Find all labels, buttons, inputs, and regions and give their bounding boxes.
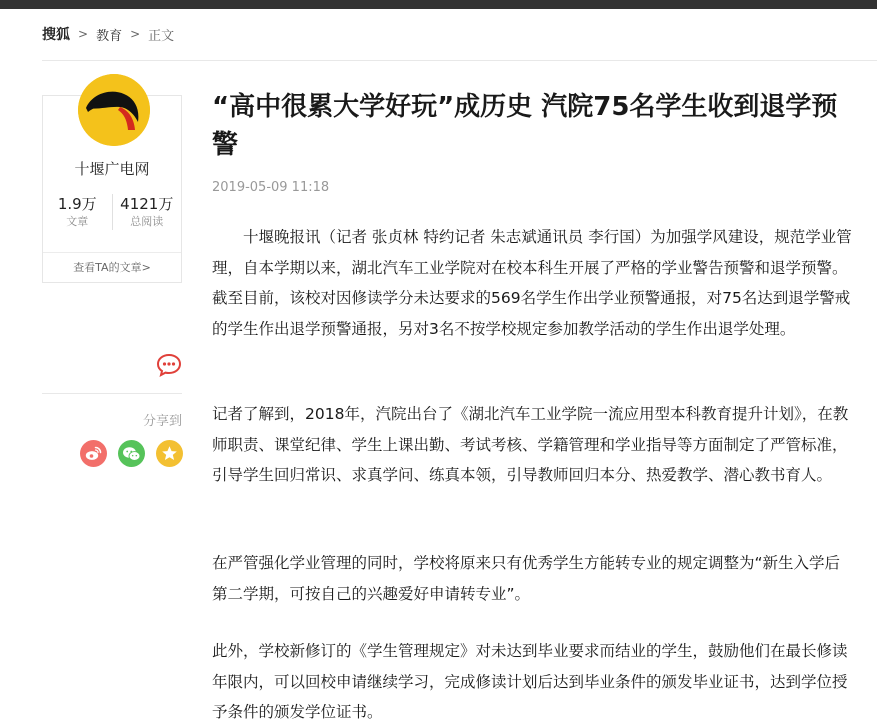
wechat-icon bbox=[122, 446, 141, 462]
reads-count: 4121万 bbox=[120, 195, 174, 213]
articles-count: 1.9万 bbox=[57, 195, 97, 213]
share-favorite-button[interactable] bbox=[156, 440, 183, 467]
author-stats bbox=[43, 194, 181, 230]
breadcrumb-current: 正文 bbox=[148, 28, 175, 44]
article-date: 2019-05-09 11:18 bbox=[212, 180, 330, 195]
breadcrumb-home-link[interactable]: 搜狐 bbox=[42, 27, 70, 43]
author-logo-icon bbox=[78, 74, 150, 146]
share-label: 分享到 bbox=[142, 414, 182, 429]
share-buttons bbox=[80, 440, 183, 467]
reads-label: 总阅读 bbox=[130, 215, 164, 228]
breadcrumb-separator: > bbox=[130, 27, 141, 41]
article-paragraph: 此外，学校新修订的《学生管理规定》对未达到毕业要求而结业的学生，鼓励他们在最长修读年限内，可以回校申请继续学习，完成修读计划后达到毕业条件的颁发毕业证书，达到学位授予条件的颁发学位证书。 bbox=[212, 642, 848, 720]
author-card bbox=[42, 95, 182, 283]
sidebar-divider bbox=[42, 393, 182, 394]
top-bar bbox=[0, 0, 877, 9]
articles-label: 文章 bbox=[66, 215, 89, 228]
star-icon bbox=[161, 445, 178, 462]
breadcrumb-category-link[interactable]: 教育 bbox=[96, 28, 123, 44]
author-name[interactable]: 十堰广电网 bbox=[74, 160, 150, 178]
breadcrumb-separator: > bbox=[78, 27, 89, 41]
breadcrumb bbox=[42, 24, 174, 44]
share-wechat-button[interactable] bbox=[118, 440, 145, 467]
weibo-icon bbox=[85, 446, 102, 461]
header-divider bbox=[42, 60, 877, 61]
article-paragraph: 十堰晚报讯（记者 张贞林 特约记者 朱志斌通讯员 李行国）为加强学风建设，规范学业管理，自本学期以来，湖北汽车工业学院对在校本科生开展了严格的学业警告预警和退学预警。截至目前，该校对因修读学分未达要求的569名学生作出学业预警通报，对75名达到退学警戒的学生作出退学预警通报，另对3名不按学校规定参加教学活动的学生作出退学处理。 bbox=[212, 228, 852, 338]
article-paragraph: 在严管强化学业管理的同时，学校将原来只有优秀学生方能转专业的规定调整为“新生入学后第二学期，可按自己的兴趣爱好申请转专业”。 bbox=[212, 554, 841, 603]
stat-reads bbox=[112, 194, 182, 230]
stat-articles bbox=[43, 194, 112, 230]
author-avatar[interactable] bbox=[78, 74, 150, 146]
article-paragraph: 记者了解到，2018年，汽院出台了《湖北汽车工业学院一流应用型本科教育提升计划》，在教师职责、课堂纪律、学生上课出勤、考试考核、学籍管理和学业指导等方面制定了严管标准，引导学生回归常识、求真学问、练真本领，引导教师回归本分、热爱教学、潜心教书育人。 bbox=[212, 405, 849, 484]
comment-bubble-icon[interactable] bbox=[156, 353, 182, 377]
article-title: “高中很累大学好玩”成历史 汽院75名学生收到退学预警 bbox=[212, 92, 838, 160]
view-author-articles-link[interactable]: 查看TA的文章> bbox=[43, 252, 181, 282]
share-weibo-button[interactable] bbox=[80, 440, 107, 467]
